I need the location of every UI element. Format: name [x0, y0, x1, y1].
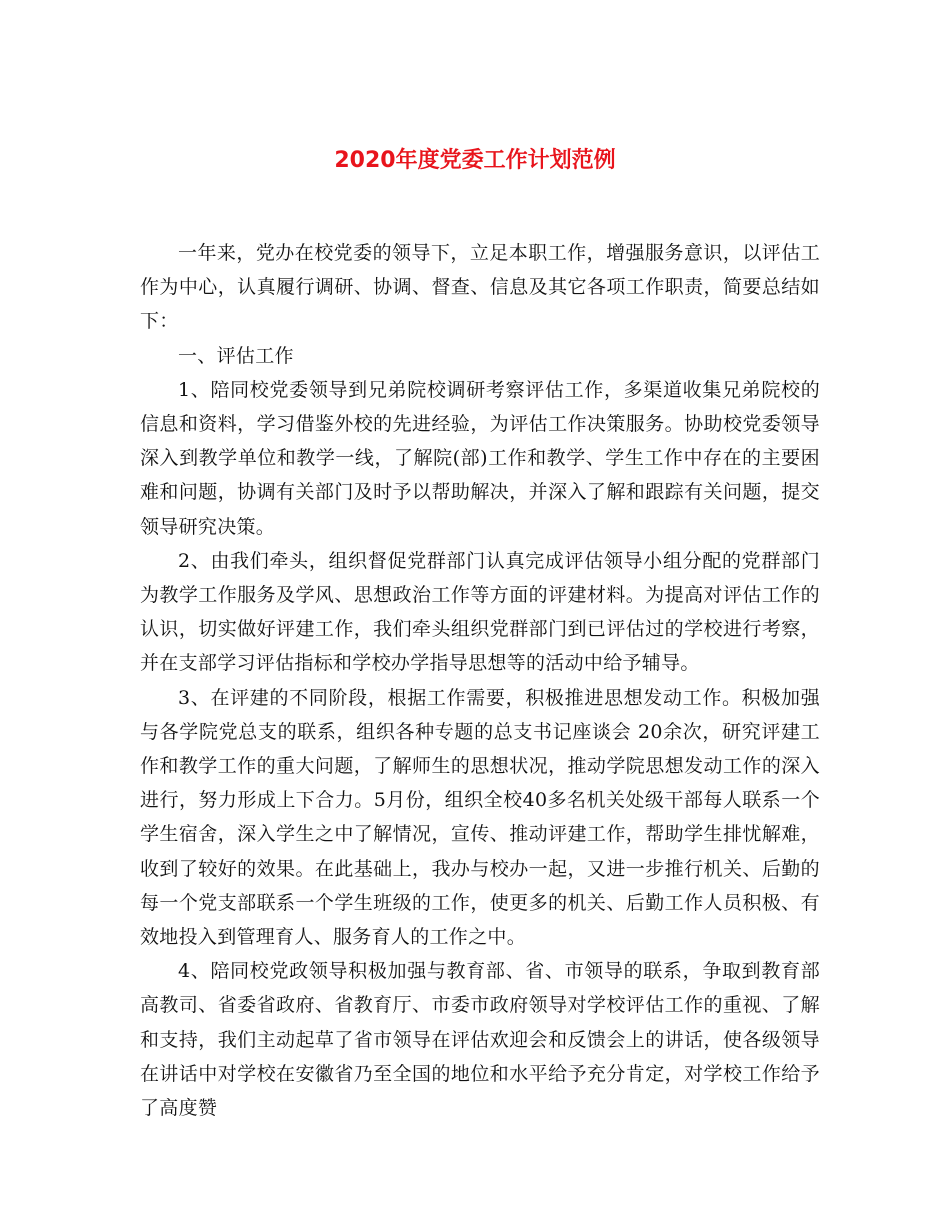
- document-body: [140, 236, 820, 1125]
- paragraph-item-4: 4、陪同校党政领导积极加强与教育部、省、市领导的联系，争取到教育部高教司、省委省政府、省教育厅、市委市政府领导对学校评估工作的重视、了解和支持，我们主动起草了省市领导在评估欢迎会和反馈会上的讲话，使各级领导在讲话中对学校在安徽省乃至全国的地位和水平给予充分肯定，对学校工作给予了高度赞: [140, 960, 820, 1120]
- document-title: 2020年度党委工作计划范例: [334, 148, 616, 173]
- paragraph-item-2: 2、由我们牵头，组织督促党群部门认真完成评估领导小组分配的党群部门为教学工作服务及学风、思想政治工作等方面的评建材料。为提高对评估工作的认识，切实做好评建工作，我们牵头组织党群部门到已评估过的学校进行考察，并在支部学习评估指标和学校办学指导思想等的活动中给予辅导。: [140, 549, 820, 675]
- paragraph-item-3: 3、在评建的不同阶段，根据工作需要，积极推进思想发动工作。积极加强与各学院党总支的联系，组织各种专题的总支书记座谈会 20余次，研究评建工作和教学工作的重大问题，了解师生的思想状况，推动学院思想发动工作的深入进行，努力形成上下合力。5月份，组织全校40多名机关处级干部每人联系一个学生宿舍，深入学生之中了解情况，宣传、推动评建工作，帮助学生排忧解难，收到了较好的效果。在此基础上，我办与校办一起，又进一步推行机关、后勤的每一个党支部联系一个学生班级的工作，使更多的机关、后勤工作人员积极、有效地投入到管理育人、服务育人的工作之中。: [140, 686, 820, 949]
- paragraph-intro: 一年来，党办在校党委的领导下，立足本职工作，增强服务意识，以评估工作为中心，认真履行调研、协调、督查、信息及其它各项工作职责，简要总结如下：: [140, 242, 820, 333]
- paragraph-item-1: 1、陪同校党委领导到兄弟院校调研考察评估工作，多渠道收集兄弟院校的信息和资料，学习借鉴外校的先进经验，为评估工作决策服务。协助校党委领导深入到教学单位和教学一线，了解院(部)工作和教学、学生工作中存在的主要困难和问题，协调有关部门及时予以帮助解决，并深入了解和跟踪有关问题，提交领导研究决策。: [140, 378, 820, 538]
- section-heading-evaluation: 一、评估工作: [178, 344, 294, 367]
